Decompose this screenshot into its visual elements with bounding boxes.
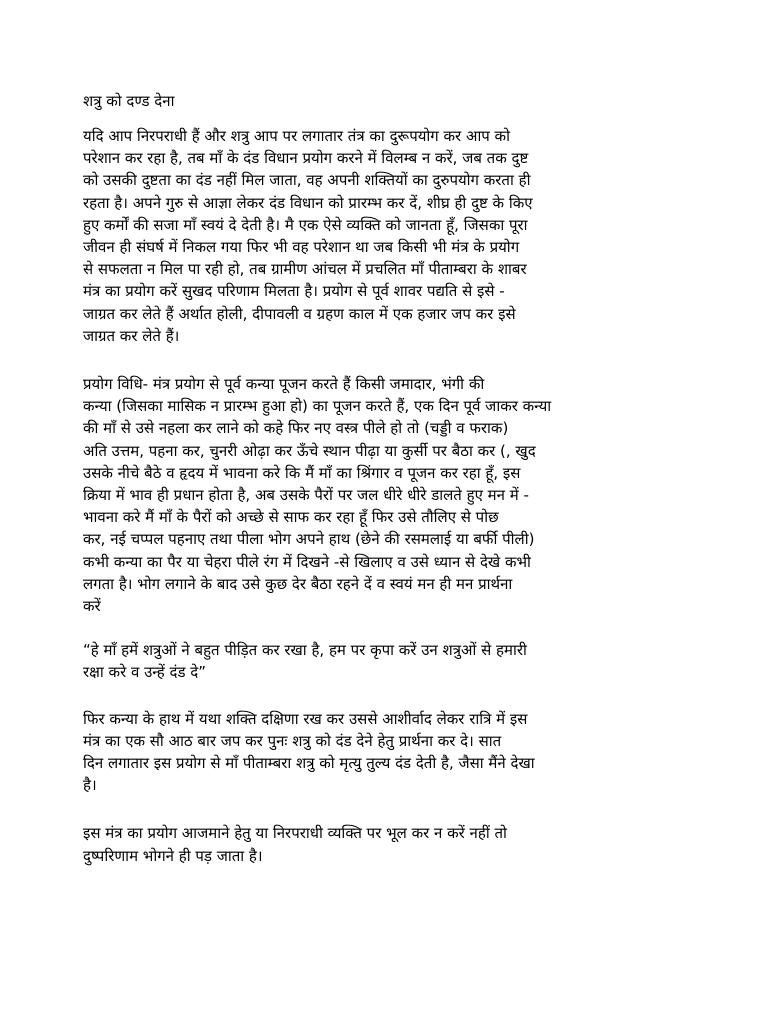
text-line: करें bbox=[83, 597, 101, 616]
text-line: जाग्रत कर लेते हैं। bbox=[83, 326, 180, 345]
text-line: अति उत्तम, पहना कर, चुनरी ओढ़ा कर ऊँचे स्थान पीढ़ा या कुर्सी पर बैठा कर (, खुद bbox=[83, 441, 536, 460]
text-line: फिर कन्या के हाथ में यथा शक्ति दक्षिणा रख कर उससे आशीर्वाद लेकर रात्रि में इस bbox=[83, 709, 528, 728]
text-line: दिन लगातार इस प्रयोग से माँ पीताम्बरा शत्रु को मृत्यु तुल्य दंड देती है, जैसा मैंने देखा bbox=[83, 754, 535, 773]
text-line: “हे माँ हमें शत्रुओं ने बहुत पीड़ित कर रखा है, हम पर कृपा करें उन शत्रुओं से हमारी bbox=[83, 641, 527, 660]
document-body bbox=[83, 90, 673, 889]
text-line: यदि आप निरपराधी हैं और शत्रु आप पर लगातार तंत्र का दुरूपयोग कर आप को bbox=[83, 127, 510, 145]
text-line: क्रिया में भाव ही प्रधान होता है, अब उसके पैरों पर जल धीरे धीरे डालते हुए मन में - bbox=[83, 486, 529, 505]
text-line: उसके नीचे बैठे व हृदय में भावना करे कि मैं माँ का श्रिंगार व पूजन कर रहा हूँ, इस bbox=[83, 463, 521, 482]
text-line: मंत्र का एक सौ आठ बार जप कर पुनः शत्रु को दंड देने हेतु प्रार्थना कर दे। सात bbox=[83, 731, 502, 750]
paragraph-warning bbox=[83, 822, 673, 866]
paragraph-method bbox=[83, 373, 673, 617]
text-line: रक्षा करे व उन्हें दंड दे” bbox=[83, 663, 207, 682]
text-line: रहता है। अपने गुरु से आज्ञा लेकर दंड विधान को प्रारम्भ कर दें, शीघ्र ही दुष्ट के किए bbox=[83, 193, 533, 212]
text-line: दुष्परिणाम भोगने ही पड़ जाता है। bbox=[83, 846, 263, 865]
text-line: लगता है। भोग लगाने के बाद उसे कुछ देर बैठा रहने दें व स्वयं मन ही मन प्रार्थना bbox=[83, 574, 513, 593]
text-line: इस मंत्र का प्रयोग आजमाने हेतु या निरपराधी व्यक्ति पर भूल कर न करें नहीं तो bbox=[83, 824, 507, 843]
paragraph-prayer bbox=[83, 639, 673, 683]
text-line: से सफलता न मिल पा रही हो, तब ग्रामीण आंचल में प्रचलित माँ पीताम्बरा के शाबर bbox=[83, 260, 527, 279]
paragraph-completion bbox=[83, 708, 673, 797]
text-line: कभी कन्या का पैर या चेहरा पीले रंग में दिखने -से खिलाए व उसे ध्यान से देखे कभी bbox=[83, 552, 531, 571]
text-line: प्रयोग विधि- मंत्र प्रयोग से पूर्व कन्या पूजन करते हैं किसी जमादार, भंगी की bbox=[83, 375, 485, 394]
text-line: की माँ से उसे नहला कर लाने को कहे फिर नए वस्त्र पीले हो तो (चड्डी व फराक) bbox=[83, 419, 509, 438]
document-title: शत्रु को दण्ड देना bbox=[83, 92, 175, 110]
paragraph-intro bbox=[83, 125, 673, 347]
text-line: भावना करे मैं माँ के पैरों को अच्छे से साफ कर रहा हूँ फिर उसे तौलिए से पोछ bbox=[83, 508, 499, 527]
text-line: को उसकी दुष्टता का दंड नहीं मिल जाता, वह अपनी शक्तियों का दुरुपयोग करता ही bbox=[83, 171, 531, 190]
text-line: हुए कर्मों की सजा माँ स्वयं दे देती है। मै एक ऐसे व्यक्ति को जानता हूँ, जिसका पूरा bbox=[83, 215, 528, 234]
text-line: कन्या (जिसका मासिक न प्रारम्भ हुआ हो) का पूजन करते हैं, एक दिन पूर्व जाकर कन्या bbox=[83, 397, 552, 416]
text-line: जीवन ही संघर्ष में निकल गया फिर भी वह परेशान था जब किसी भी मंत्र के प्रयोग bbox=[83, 238, 520, 257]
text-line: है। bbox=[83, 776, 97, 795]
text-line: कर, नई चप्पल पहनाए तथा पीला भोग अपने हाथ (छेने की रसमलाई या बर्फी पीली) bbox=[83, 530, 535, 549]
text-line: परेशान कर रहा है, तब माँ के दंड विधान प्रयोग करने में विलम्ब न करें, जब तक दुष्ट bbox=[83, 149, 529, 168]
text-line: जाग्रत कर लेते हैं अर्थात होली, दीपावली व ग्रहण काल में एक हजार जप कर इसे bbox=[83, 304, 516, 323]
text-line: मंत्र का प्रयोग करें सुखद परिणाम मिलता है। प्रयोग से पूर्व शावर पद्यति से इसे - bbox=[83, 282, 505, 301]
